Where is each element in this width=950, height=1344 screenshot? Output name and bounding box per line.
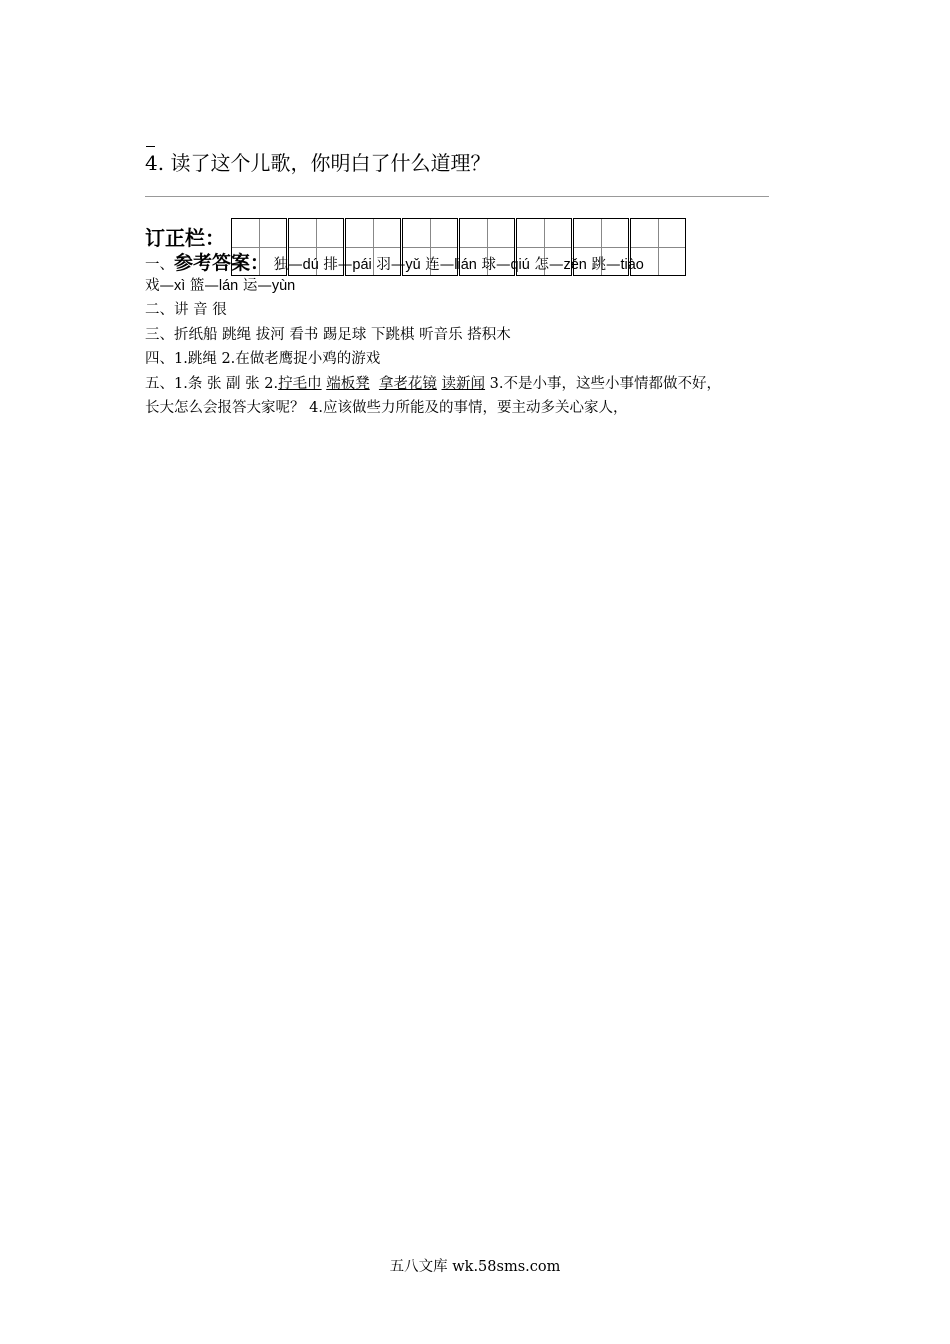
pinyin-list [274, 257, 644, 273]
answer-section-1 [145, 252, 644, 276]
top-dash-mark [146, 146, 155, 147]
section-1-prefix: 一、 [145, 257, 174, 273]
answer-section-1-line2 [145, 275, 295, 297]
answer-section-5-line2: 长大怎么会报答大家呢？ 4.应该做些力所能及的事情，要主动多关心家人， [145, 400, 628, 416]
answer-section-3: 三、折纸船 跳绳 拔河 看书 踢足球 下跳棋 听音乐 搭积木 [145, 327, 511, 343]
underlined-phrase: 拿老花镜 [378, 376, 437, 392]
answer-heading: 参考答案： [174, 252, 270, 274]
question-4: 4. 读了这个儿歌，你明白了什么道理？ [145, 151, 491, 175]
underlined-phrase: 读新闻 [441, 376, 486, 392]
pinyin-item: 羽—yǔ [376, 257, 421, 273]
pinyin-item: 独—dú [273, 257, 319, 273]
pinyin-item: 连—lián [425, 257, 477, 273]
answer-section-4: 四、1.跳绳 2.在做老鹰捉小鸡的游戏 [145, 351, 381, 367]
pinyin-item: 排—pái [323, 257, 372, 273]
pinyin-item: 篮—lán [189, 278, 239, 294]
correction-label: 订正栏： [145, 226, 225, 250]
pinyin-item: 运—yùn [242, 278, 296, 294]
underlined-phrase: 端板凳 [326, 376, 370, 392]
footer-watermark: 五八文库 wk.58sms.com [389, 1259, 561, 1275]
answer-section-2: 二、讲 音 很 [145, 302, 227, 318]
answer-section-5: 五、1.条 张 副 张 2.拧毛巾 端板凳 拿老花镜 读新闻 3.不是小事，这些小事情都做不好， [145, 376, 721, 392]
pinyin-item: 戏—xì [145, 278, 186, 294]
pinyin-item: 跳—tiào [591, 257, 644, 273]
answer-line [145, 196, 769, 197]
underlined-phrase: 拧毛巾 [278, 376, 322, 392]
pinyin-item: 怎—zěn [534, 257, 587, 273]
pinyin-item: 球—qiú [481, 257, 530, 273]
